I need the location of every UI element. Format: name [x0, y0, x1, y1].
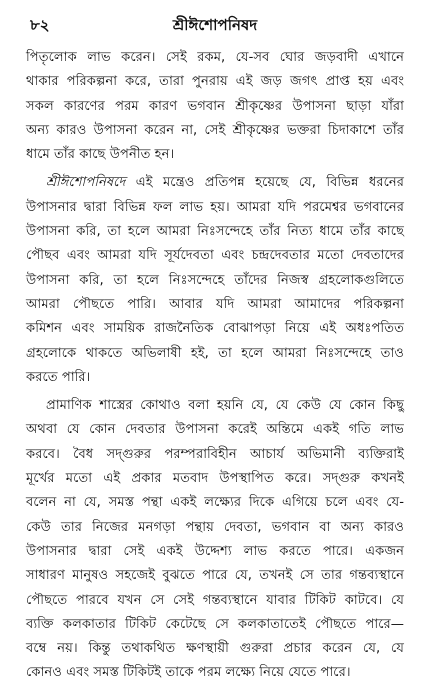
- page-header: [26, 10, 404, 36]
- text-line: গ্রহলোকে থাকতে অভিলাষী হই, তা হলে আমরা নিঃসন্দেহে তাও: [26, 345, 404, 361]
- text-line: বম্বে নয়। কিন্তু তথাকথিত ক্ষণস্থায়ী গুরুরা প্রচার করেন যে, যে: [26, 641, 404, 657]
- paragraph-1: [26, 46, 404, 167]
- text-line: অন্য কারও উপাসনা করেন না, সেই শ্রীকৃষ্ণের ভক্তরা চিদাকাশে তাঁর: [26, 122, 404, 138]
- text-line: মূর্খের মতো এই প্রকার মতবাদ উপস্থাপিত করে। সদ্গুরু কখনই: [26, 471, 404, 487]
- text-line: পৌছব এবং আমরা যদি সূর্যদেবতা এবং চন্দ্রদেবতার মতো দেবতাদের: [26, 248, 404, 264]
- text-line: কোনও এবং সমস্ত টিকিটই তাকে পরম লক্ষ্যে নিয়ে যেতে পারে।: [26, 665, 351, 681]
- text-line: উপাসনা করি, তা হলে আমরা নিঃসন্দেহে তাঁর নিত্য ধামে তাঁর কাছে: [26, 224, 404, 240]
- paragraph-2: [26, 171, 404, 390]
- text-line: পৌছতে পারবে যখন সে সেই গন্তব্যস্থানে যাবার টিকিট কাটবে। যে: [26, 592, 404, 608]
- text-line-first: [26, 171, 404, 195]
- text-line: উপাসনা করি, তা হলে নিঃসন্দেহে তাঁদের নিজস্ব গ্রহলোকগুলিতে: [26, 272, 404, 288]
- text-line: কমিশন এবং সাময়িক রাজনৈতিক বোঝাপড়া নিয়ে এই অধঃপতিত: [26, 321, 404, 337]
- text-line: করবে। বৈধ সদ্গুরুর পরম্পরাবিহীন আচার্য অভিমানী ব্যক্তিরাই: [26, 446, 404, 462]
- text-line: উপাসনার দ্বারা সেই একই উদ্দেশ্য লাভ করতে পারে। একজন: [26, 543, 404, 559]
- paragraph-3: [26, 394, 404, 686]
- text-line: সাধারণ মানুষও সহজেই বুঝতে পারে যে, তখনই সে তার গন্তব্যস্থানে: [26, 568, 404, 584]
- text-line: করতে পারি।: [26, 369, 91, 385]
- text-line: বলেন না যে, সমস্ত পন্থা একই লক্ষ্যের দিকে এগিয়ে চলে এবং যে-: [26, 495, 404, 511]
- text-line: উপাসনার দ্বারা বিভিন্ন ফল লাভ হয়। আমরা যদি পরমেশ্বর ভগবানের: [26, 199, 404, 215]
- running-title: শ্রীঈশোপনিষদ: [172, 16, 258, 34]
- text-line: ব্যক্তি কলকাতার টিকিট কেটেছে সে কলকাতাতেই পৌছতে পারে—: [26, 616, 404, 632]
- body-text: [26, 46, 404, 686]
- text-line: ধামে তাঁর কাছে উপনীত হন।: [26, 147, 175, 163]
- text-line: সকল কারণের পরম কারণ ভগবান শ্রীকৃষ্ণের উপাসনা ছাড়া যাঁরা: [26, 98, 404, 114]
- text-line: পিতৃলোক লাভ করেন। সেই রকম, যে-সব ঘোর জড়বাদী এখানে: [26, 50, 404, 65]
- page-number: ৮২: [30, 16, 50, 34]
- text-line-rest: এই মন্ত্রেও প্রতিপন্ন হয়েছে যে, বিভিন্ন ধরনের: [125, 175, 404, 191]
- text-line: কেউ তার নিজের মনগড়া পন্থায় দেবতা, ভগবান বা অন্য কারও: [26, 519, 404, 535]
- text-line: অথবা যে কোন দেবতার উপাসনা করেই অন্তিমে একই গতি লাভ: [26, 422, 404, 438]
- text-line: প্রামাণিক শাস্ত্রের কোথাও বলা হয়নি যে, যে কেউ যে কোন কিছু: [46, 398, 404, 414]
- text-line: থাকার পরিকল্পনা করে, তারা পুনরায় এই জড় জগৎ প্রাপ্ত হয় এবং: [26, 74, 404, 90]
- text-line: আমরা পৌছতে পারি। আবার যদি আমরা আমাদের পরিকল্পনা: [26, 296, 404, 312]
- scripture-title: শ্রীঈশোপনিষদে: [46, 175, 126, 191]
